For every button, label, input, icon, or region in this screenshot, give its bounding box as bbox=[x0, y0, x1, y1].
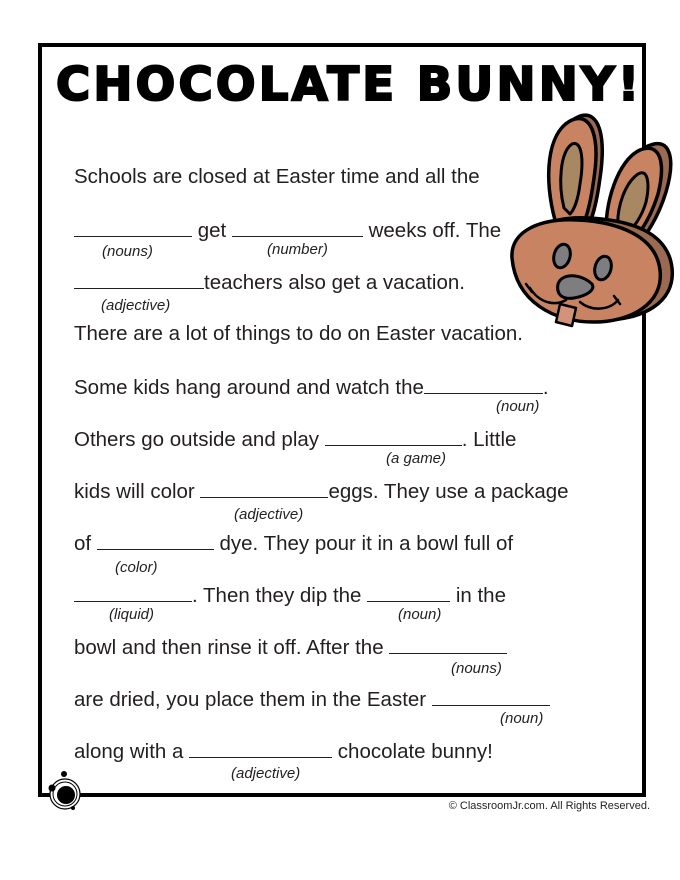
story-text: . bbox=[542, 376, 549, 399]
blank-a-game[interactable] bbox=[325, 427, 462, 446]
blank-noun-2[interactable] bbox=[367, 583, 450, 602]
blank-nouns-1[interactable] bbox=[74, 218, 192, 237]
hint-adjective-3: (adjective) bbox=[231, 765, 301, 782]
story-line-5 bbox=[74, 375, 549, 400]
story-text: along with a bbox=[74, 740, 190, 763]
story-text: . Little bbox=[461, 428, 517, 451]
story-text: Others go outside and play bbox=[74, 428, 325, 451]
story-text: teachers also get a vacation. bbox=[204, 271, 465, 294]
blank-nouns-2[interactable] bbox=[389, 635, 507, 654]
story-text: of bbox=[74, 532, 97, 555]
story-text: weeks off. The bbox=[362, 219, 502, 242]
story-line-7 bbox=[74, 479, 569, 504]
hint-liquid: (liquid) bbox=[109, 606, 155, 623]
page-title: CHOCOLATE BUNNY! bbox=[56, 58, 643, 112]
blank-adjective-3[interactable] bbox=[189, 739, 332, 758]
story-text: get bbox=[192, 219, 232, 242]
blank-noun-3[interactable] bbox=[432, 687, 550, 706]
chocolate-bunny-illustration bbox=[500, 108, 680, 333]
story-line-6 bbox=[74, 427, 516, 452]
story-line-12 bbox=[74, 739, 493, 764]
blank-adjective-2[interactable] bbox=[200, 479, 328, 498]
blank-color[interactable] bbox=[97, 531, 214, 550]
hint-adjective-2: (adjective) bbox=[234, 506, 304, 523]
story-line-9 bbox=[74, 583, 506, 608]
blank-number[interactable] bbox=[232, 218, 363, 237]
story-line-11 bbox=[74, 687, 550, 712]
story-text: dye. They pour it in a bowl full of bbox=[213, 532, 514, 555]
classroomjr-logo-icon bbox=[46, 770, 84, 812]
story-text: Some kids hang around and watch the bbox=[74, 376, 424, 399]
hint-nouns-2: (nouns) bbox=[451, 660, 502, 677]
blank-adjective-1[interactable] bbox=[74, 270, 204, 289]
story-text: eggs. They use a package bbox=[328, 480, 569, 503]
story-text: are dried, you place them in the Easter bbox=[74, 688, 432, 711]
story-text: in the bbox=[450, 584, 506, 607]
hint-color: (color) bbox=[115, 559, 158, 576]
story-line-2 bbox=[74, 218, 501, 243]
hint-number: (number) bbox=[267, 241, 328, 258]
copyright-notice: © ClassroomJr.com. All Rights Reserved. bbox=[448, 800, 650, 812]
story-line-3 bbox=[74, 270, 465, 295]
hint-noun-2: (noun) bbox=[398, 606, 442, 623]
story-text: bowl and then rinse it off. After the bbox=[74, 636, 390, 659]
story-line-4: There are a lot of things to do on Easter vacation. bbox=[74, 322, 523, 345]
hint-adjective-1: (adjective) bbox=[101, 297, 171, 314]
hint-noun-1: (noun) bbox=[496, 398, 540, 415]
story-line-10 bbox=[74, 635, 507, 660]
story-line-8 bbox=[74, 531, 513, 556]
story-text: kids will color bbox=[74, 480, 201, 503]
hint-nouns-1: (nouns) bbox=[102, 243, 153, 260]
blank-noun-1[interactable] bbox=[424, 375, 543, 394]
hint-a-game: (a game) bbox=[386, 450, 447, 467]
story-text: chocolate bunny! bbox=[332, 740, 493, 763]
blank-liquid[interactable] bbox=[74, 583, 192, 602]
hint-noun-3: (noun) bbox=[500, 710, 544, 727]
story-text: . Then they dip the bbox=[192, 584, 368, 607]
story-line-1: Schools are closed at Easter time and all the bbox=[74, 165, 480, 188]
